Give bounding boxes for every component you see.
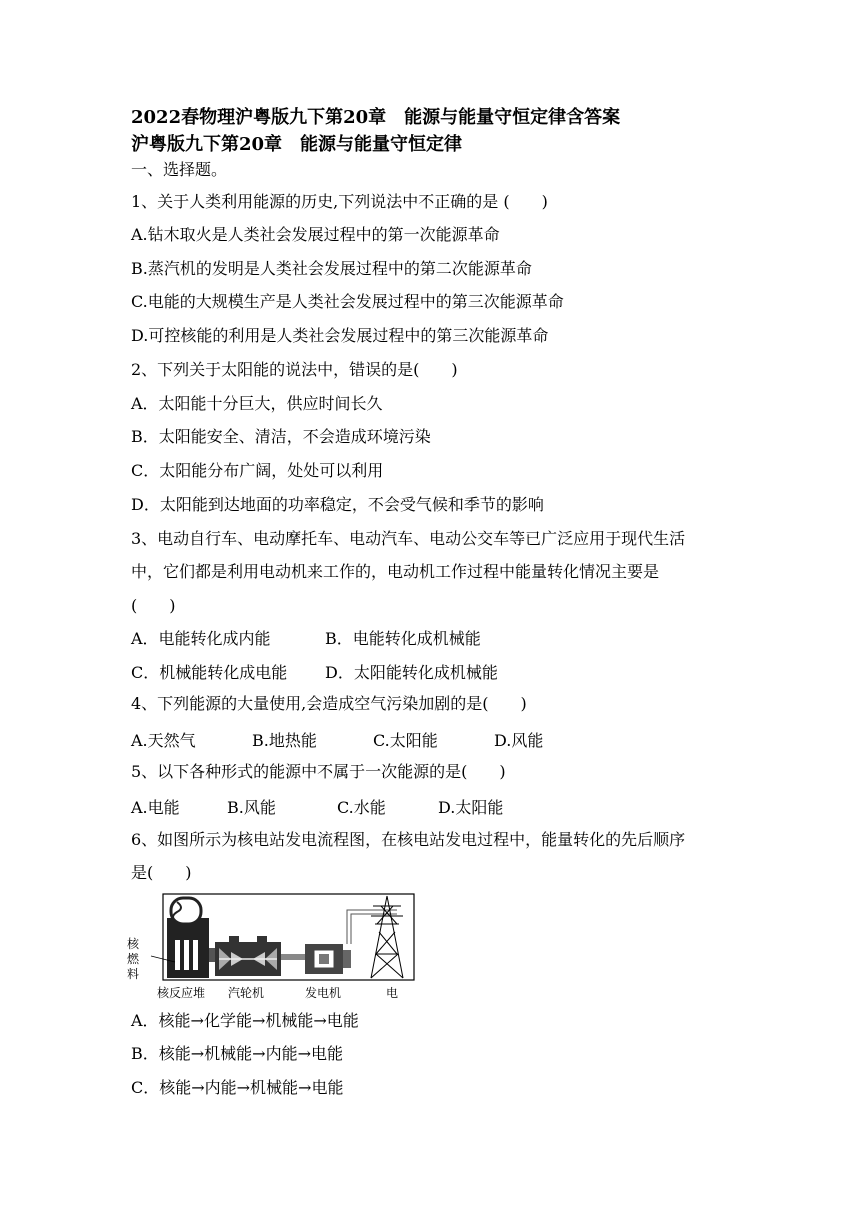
q4-option-b: B.地热能	[252, 731, 317, 750]
q4-option-a: A.天然气	[131, 731, 196, 750]
q3-option-d: D．太阳能转化成机械能	[325, 663, 498, 682]
q2-option-a: A．太阳能十分巨大，供应时间长久	[131, 394, 383, 413]
document-subtitle: 沪粤版九下第20章 能源与能量守恒定律	[131, 134, 463, 155]
q2-option-b: B．太阳能安全、清洁，不会造成环境污染	[131, 427, 431, 446]
power-pylon	[371, 896, 403, 978]
fuel-label-char-1: 核	[127, 937, 140, 951]
section-heading: 一、选择题。	[131, 160, 228, 179]
q6-option-c: C．核能→内能→机械能→电能	[131, 1078, 344, 1097]
q2-option-d: D．太阳能到达地面的功率稳定，不会受气候和季节的影响	[131, 495, 544, 514]
fuel-label-char-3: 料	[127, 967, 140, 981]
q5-option-b: B.风能	[227, 798, 276, 817]
document-title: 2022春物理沪粤版九下第20章 能源与能量守恒定律含答案	[131, 107, 621, 128]
q1-option-b: B.蒸汽机的发明是人类社会发展过程中的第二次能源革命	[131, 259, 532, 278]
q2-option-c: C．太阳能分布广阔，处处可以利用	[131, 461, 384, 480]
q2-stem: 2、下列关于太阳能的说法中，错误的是( )	[131, 360, 458, 379]
q5-option-a: A.电能	[131, 798, 180, 817]
q6-option-b: B．核能→机械能→内能→电能	[131, 1044, 343, 1063]
generator-label: 发电机	[305, 986, 342, 1000]
q5-stem: 5、以下各种形式的能源中不属于一次能源的是( )	[131, 762, 506, 781]
q6-option-a: A．核能→化学能→机械能→电能	[131, 1011, 359, 1030]
q5-option-c: C.水能	[337, 798, 386, 817]
reactor-label: 核反应堆	[157, 986, 206, 1000]
q3-stem-line3: ( )	[131, 596, 176, 615]
turbine-label: 汽轮机	[228, 986, 265, 1000]
electricity-label: 电	[386, 986, 399, 1000]
q3-option-b: B．电能转化成机械能	[325, 629, 481, 648]
q6-stem-line2: 是( )	[131, 863, 192, 882]
q3-option-c: C．机械能转化成电能	[131, 663, 288, 682]
q4-stem: 4、下列能源的大量使用,会造成空气污染加剧的是( )	[131, 694, 527, 713]
fuel-label-char-2: 燃	[127, 952, 140, 966]
q1-option-c: C.电能的大规模生产是人类社会发展过程中的第三次能源革命	[131, 292, 564, 311]
q5-option-d: D.太阳能	[438, 798, 504, 817]
q3-stem-line1: 3、电动自行车、电动摩托车、电动汽车、电动公交车等已广泛应用于现代生活	[131, 529, 686, 548]
q1-option-a: A.钻木取火是人类社会发展过程中的第一次能源革命	[131, 225, 500, 244]
q4-option-c: C.太阳能	[373, 731, 438, 750]
q1-option-d: D.可控核能的利用是人类社会发展过程中的第三次能源革命	[131, 326, 549, 345]
q4-option-d: D.风能	[494, 731, 544, 750]
nuclear-plant-figure	[127, 892, 417, 1004]
q3-stem-line2: 中，它们都是利用电动机来工作的，电动机工作过程中能量转化情况主要是	[131, 562, 660, 581]
q6-stem-line1: 6、如图所示为核电站发电流程图，在核电站发电过程中，能量转化的先后顺序	[131, 830, 686, 849]
q1-stem: 1、关于人类利用能源的历史,下列说法中不正确的是 ( )	[131, 192, 548, 211]
q3-option-a: A．电能转化成内能	[131, 629, 271, 648]
